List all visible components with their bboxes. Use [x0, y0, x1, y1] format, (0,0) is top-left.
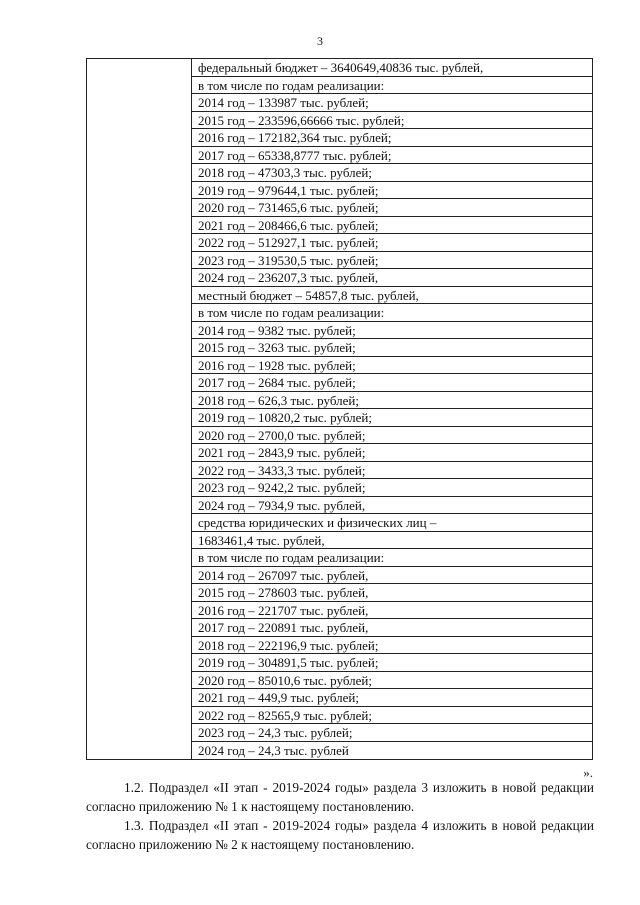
table-row — [192, 672, 592, 690]
table-row — [192, 619, 592, 637]
table-left-cell — [87, 59, 192, 759]
table-row-text: 2021 год – 449,9 тыс. рублей; — [198, 690, 359, 705]
table-row — [192, 77, 592, 95]
closing-quote: ». — [583, 765, 593, 780]
table-row — [192, 112, 592, 130]
table-row — [192, 602, 592, 620]
paragraph-1-2: 1.2. Подраздел «II этап - 2019-2024 годы» раздела 3 изложить в новой редакции согласно приложению № 1 к настоящему постановлению. — [86, 780, 594, 814]
table-row-text: в том числе по годам реализации: — [198, 305, 385, 320]
table-row — [192, 724, 592, 742]
table-row — [192, 374, 592, 392]
table-row-text: 2020 год – 731465,6 тыс. рублей; — [198, 200, 379, 215]
table-row-text: 2024 год – 7934,9 тыс. рублей, — [198, 497, 366, 513]
table-row-text: 2017 год – 220891 тыс. рублей, — [198, 620, 369, 635]
table-row-text: 2022 год – 82565,9 тыс. рублей; — [198, 707, 372, 723]
paragraph-1-3: 1.3. Подраздел «II этап - 2019-2024 годы» раздела 4 изложить в новой редакции согласно приложению № 2 к настоящему постановлению. — [86, 818, 594, 852]
table-row — [192, 182, 592, 200]
table-row-text: 2016 год – 1928 тыс. рублей; — [198, 357, 356, 373]
table-row-text: 2014 год – 267097 тыс. рублей, — [198, 567, 369, 583]
page-number: 3 — [317, 34, 323, 48]
table-row — [192, 234, 592, 252]
table-row-text: 2023 год – 9242,2 тыс. рублей; — [198, 480, 366, 495]
table-row — [192, 94, 592, 112]
table-row-text: 2015 год – 278603 тыс. рублей, — [198, 585, 369, 600]
table-row-text: 2017 год – 65338,8777 тыс. рублей; — [198, 147, 392, 163]
table-row-text: средства юридических и физических лиц – — [198, 515, 437, 530]
table-row — [192, 707, 592, 725]
table-row — [192, 269, 592, 287]
table-row-text: 2017 год – 2684 тыс. рублей; — [198, 375, 356, 390]
table-right-cell — [192, 59, 592, 759]
table-row — [192, 532, 592, 550]
table-row — [192, 217, 592, 235]
table-row — [192, 164, 592, 182]
table-row — [192, 322, 592, 340]
table-row — [192, 637, 592, 655]
table-row — [192, 392, 592, 410]
table-row-text: 2021 год – 2843,9 тыс. рублей; — [198, 445, 366, 460]
table-row-text: 2019 год – 979644,1 тыс. рублей; — [198, 182, 379, 198]
table-row-text: 2023 год – 24,3 тыс. рублей; — [198, 725, 353, 740]
table-row-text: 2018 год – 222196,9 тыс. рублей; — [198, 637, 379, 653]
table-row — [192, 549, 592, 567]
table-row — [192, 514, 592, 532]
table-row-text: местный бюджет – 54857,8 тыс. рублей, — [198, 287, 419, 303]
table-row-text: 2016 год – 221707 тыс. рублей, — [198, 602, 369, 618]
table-row — [192, 567, 592, 585]
table-row — [192, 497, 592, 515]
table-row-text: в том числе по годам реализации: — [198, 550, 385, 565]
table-row — [192, 584, 592, 602]
table-row — [192, 339, 592, 357]
table-row-text: 2019 год – 304891,5 тыс. рублей; — [198, 655, 379, 670]
table-row-text: 2018 год – 47303,3 тыс. рублей; — [198, 165, 372, 180]
table-row — [192, 409, 592, 427]
table-row-text: 2024 год – 236207,3 тыс. рублей, — [198, 270, 379, 285]
funding-table — [86, 58, 593, 760]
table-row — [192, 252, 592, 270]
table-row-text: 2018 год – 626,3 тыс. рублей; — [198, 392, 359, 408]
table-row-text: 2014 год – 9382 тыс. рублей; — [198, 322, 356, 338]
table-row-text: 2015 год – 233596,66666 тыс. рублей; — [198, 112, 405, 128]
table-row — [192, 654, 592, 672]
table-row — [192, 59, 592, 77]
table-row — [192, 742, 592, 760]
table-row-text: 2021 год – 208466,6 тыс. рублей; — [198, 217, 379, 233]
table-row — [192, 199, 592, 217]
table-row — [192, 147, 592, 165]
table-row-text: 2019 год – 10820,2 тыс. рублей; — [198, 410, 372, 425]
table-row — [192, 462, 592, 480]
table-row-text: 1683461,4 тыс. рублей, — [198, 532, 325, 548]
table-row — [192, 287, 592, 305]
table-row-text: 2014 год – 133987 тыс. рублей; — [198, 95, 369, 110]
table-row — [192, 304, 592, 322]
table-row-text: 2020 год – 2700,0 тыс. рублей; — [198, 427, 366, 443]
table-row-text: в том числе по годам реализации: — [198, 77, 385, 93]
table-row-text: 2015 год – 3263 тыс. рублей; — [198, 340, 356, 355]
table-row-text: 2024 год – 24,3 тыс. рублей — [198, 742, 349, 758]
table-row — [192, 689, 592, 707]
table-row — [192, 129, 592, 147]
table-row — [192, 357, 592, 375]
table-row — [192, 427, 592, 445]
table-row-text: 2023 год – 319530,5 тыс. рублей; — [198, 252, 379, 268]
table-row — [192, 479, 592, 497]
table-row-text: 2020 год – 85010,6 тыс. рублей; — [198, 672, 372, 688]
table-row-text: 2022 год – 3433,3 тыс. рублей; — [198, 462, 366, 478]
table-row-text: 2016 год – 172182,364 тыс. рублей; — [198, 130, 392, 145]
table-row — [192, 444, 592, 462]
table-row-text: 2022 год – 512927,1 тыс. рублей; — [198, 235, 379, 250]
table-row-text: федеральный бюджет – 3640649,40836 тыс. рублей, — [198, 60, 484, 75]
